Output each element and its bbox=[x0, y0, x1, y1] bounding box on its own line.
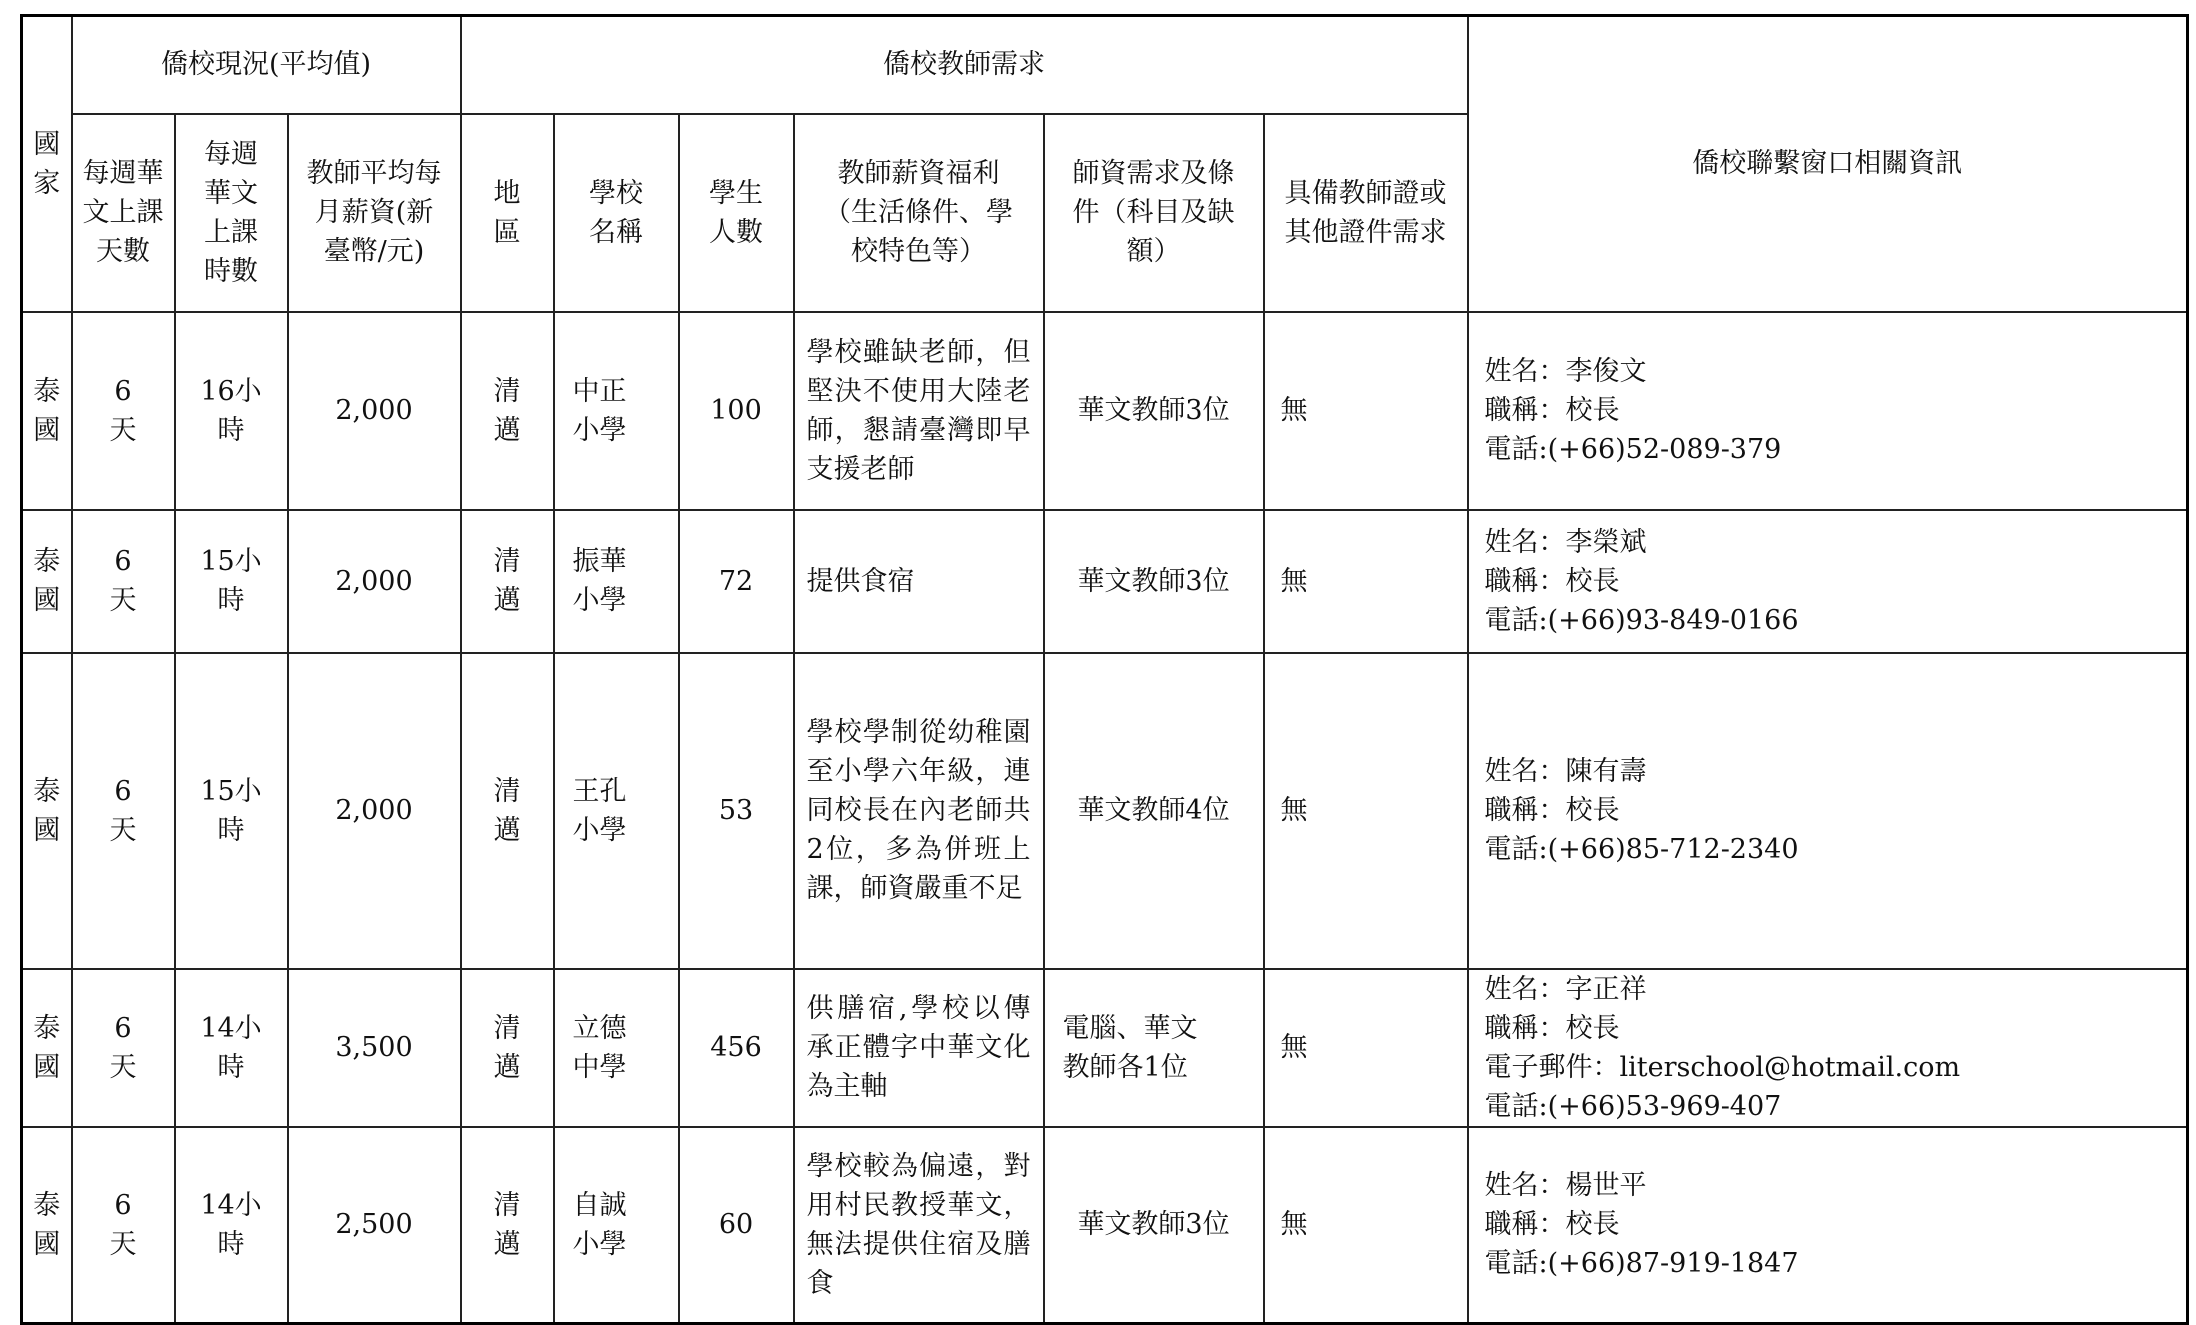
cell-country: 泰國 bbox=[22, 1127, 72, 1324]
cell-benefits: 提供食宿 bbox=[794, 510, 1044, 653]
cell-hours: 14小時 bbox=[175, 969, 288, 1127]
header-group-status: 僑校現況(平均值) bbox=[72, 16, 461, 114]
contact-name: 姓名：字正祥 bbox=[1484, 973, 1647, 1005]
table-row bbox=[22, 1127, 2188, 1324]
cell-students: 72 bbox=[679, 510, 794, 653]
cell-requirements: 華文教師3位 bbox=[1044, 1127, 1264, 1324]
school-demand-table bbox=[20, 14, 2189, 1325]
cell-school: 中正小學 bbox=[554, 312, 679, 510]
header-salary: 教師平均每月薪資(新臺幣/元) bbox=[288, 114, 461, 312]
cell-salary: 2,000 bbox=[288, 312, 461, 510]
contact-title: 職稱：校長 bbox=[1484, 1012, 1620, 1044]
table-row bbox=[22, 510, 2188, 653]
cell-requirements: 華文教師3位 bbox=[1044, 510, 1264, 653]
header-school-name: 學校名稱 bbox=[554, 114, 679, 312]
header-days: 每週華文上課天數 bbox=[72, 114, 175, 312]
cell-students: 456 bbox=[679, 969, 794, 1127]
cell-school: 振華小學 bbox=[554, 510, 679, 653]
header-benefits: 教師薪資福利（生活條件、學校特色等） bbox=[794, 114, 1044, 312]
cell-certificate: 無 bbox=[1264, 653, 1468, 969]
cell-region: 清邁 bbox=[461, 653, 554, 969]
cell-school: 王孔小學 bbox=[554, 653, 679, 969]
cell-days: 6天 bbox=[72, 969, 175, 1127]
cell-salary: 3,500 bbox=[288, 969, 461, 1127]
cell-contact bbox=[1468, 1127, 2188, 1324]
header-country bbox=[22, 16, 72, 312]
contact-name: 姓名：陳有壽 bbox=[1484, 756, 1647, 787]
cell-benefits: 供膳宿,學校以傳承正體字中華文化為主軸 bbox=[794, 969, 1044, 1127]
cell-contact bbox=[1468, 653, 2188, 969]
contact-name: 姓名：李榮斌 bbox=[1484, 526, 1647, 558]
cell-country: 泰國 bbox=[22, 510, 72, 653]
cell-salary: 2,500 bbox=[288, 1127, 461, 1324]
header-region: 地區 bbox=[461, 114, 554, 312]
cell-school: 立德中學 bbox=[554, 969, 679, 1127]
contact-phone: 電話:(+66)53-969-407 bbox=[1484, 1090, 1782, 1122]
contact-title: 職稱：校長 bbox=[1484, 1209, 1620, 1241]
cell-certificate: 無 bbox=[1264, 1127, 1468, 1324]
contact-phone: 電話:(+66)85-712-2340 bbox=[1484, 834, 1799, 865]
cell-country: 泰國 bbox=[22, 653, 72, 969]
cell-days: 6天 bbox=[72, 312, 175, 510]
cell-hours: 15小時 bbox=[175, 653, 288, 969]
cell-contact bbox=[1468, 969, 2188, 1127]
header-group-needs: 僑校教師需求 bbox=[461, 16, 1468, 114]
contact-phone: 電話:(+66)93-849-0166 bbox=[1484, 604, 1799, 636]
contact-email[interactable]: 電子郵件：literschool@hotmail.com bbox=[1484, 1051, 1961, 1083]
table-row bbox=[22, 653, 2188, 969]
cell-region: 清邁 bbox=[461, 312, 554, 510]
cell-students: 100 bbox=[679, 312, 794, 510]
cell-hours: 16小時 bbox=[175, 312, 288, 510]
cell-benefits: 學校雖缺老師，但堅決不使用大陸老師，懇請臺灣即早支援老師 bbox=[794, 312, 1044, 510]
cell-certificate: 無 bbox=[1264, 969, 1468, 1127]
cell-region: 清邁 bbox=[461, 510, 554, 653]
cell-requirements: 華文教師3位 bbox=[1044, 312, 1264, 510]
contact-phone: 電話:(+66)52-089-379 bbox=[1484, 434, 1782, 465]
cell-days: 6天 bbox=[72, 1127, 175, 1324]
cell-country: 泰國 bbox=[22, 969, 72, 1127]
cell-salary: 2,000 bbox=[288, 510, 461, 653]
cell-requirements: 華文教師4位 bbox=[1044, 653, 1264, 969]
cell-students: 60 bbox=[679, 1127, 794, 1324]
header-country-label: 國家 bbox=[33, 128, 61, 199]
cell-school: 自誠小學 bbox=[554, 1127, 679, 1324]
header-hours: 每週華文上課時數 bbox=[175, 114, 288, 312]
contact-name: 姓名：楊世平 bbox=[1484, 1170, 1647, 1202]
cell-certificate: 無 bbox=[1264, 510, 1468, 653]
cell-benefits: 學校學制從幼稚園至小學六年級，連同校長在內老師共2位，多為併班上課，師資嚴重不足 bbox=[794, 653, 1044, 969]
contact-title: 職稱：校長 bbox=[1484, 395, 1620, 426]
header-requirements: 師資需求及條件（科目及缺額） bbox=[1044, 114, 1264, 312]
contact-phone: 電話:(+66)87-919-1847 bbox=[1484, 1248, 1799, 1280]
cell-contact bbox=[1468, 312, 2188, 510]
cell-hours: 15小時 bbox=[175, 510, 288, 653]
cell-salary: 2,000 bbox=[288, 653, 461, 969]
cell-region: 清邁 bbox=[461, 969, 554, 1127]
contact-name: 姓名：李俊文 bbox=[1484, 356, 1647, 387]
header-certificate: 具備教師證或其他證件需求 bbox=[1264, 114, 1468, 312]
cell-hours: 14小時 bbox=[175, 1127, 288, 1324]
header-row-1 bbox=[22, 16, 2188, 114]
teacher-demand-sheet bbox=[20, 14, 2189, 1325]
cell-students: 53 bbox=[679, 653, 794, 969]
cell-country: 泰國 bbox=[22, 312, 72, 510]
cell-days: 6天 bbox=[72, 653, 175, 969]
header-students: 學生人數 bbox=[679, 114, 794, 312]
cell-benefits: 學校較為偏遠，對用村民教授華文，無法提供住宿及膳食 bbox=[794, 1127, 1044, 1324]
header-contact-info: 僑校聯繫窗口相關資訊 bbox=[1468, 16, 2188, 312]
cell-certificate: 無 bbox=[1264, 312, 1468, 510]
contact-title: 職稱：校長 bbox=[1484, 795, 1620, 826]
table-row bbox=[22, 312, 2188, 510]
cell-days: 6天 bbox=[72, 510, 175, 653]
cell-requirements: 電腦、華文教師各1位 bbox=[1044, 969, 1264, 1127]
cell-region: 清邁 bbox=[461, 1127, 554, 1324]
contact-title: 職稱：校長 bbox=[1484, 565, 1620, 597]
cell-contact bbox=[1468, 510, 2188, 653]
table-row bbox=[22, 969, 2188, 1127]
